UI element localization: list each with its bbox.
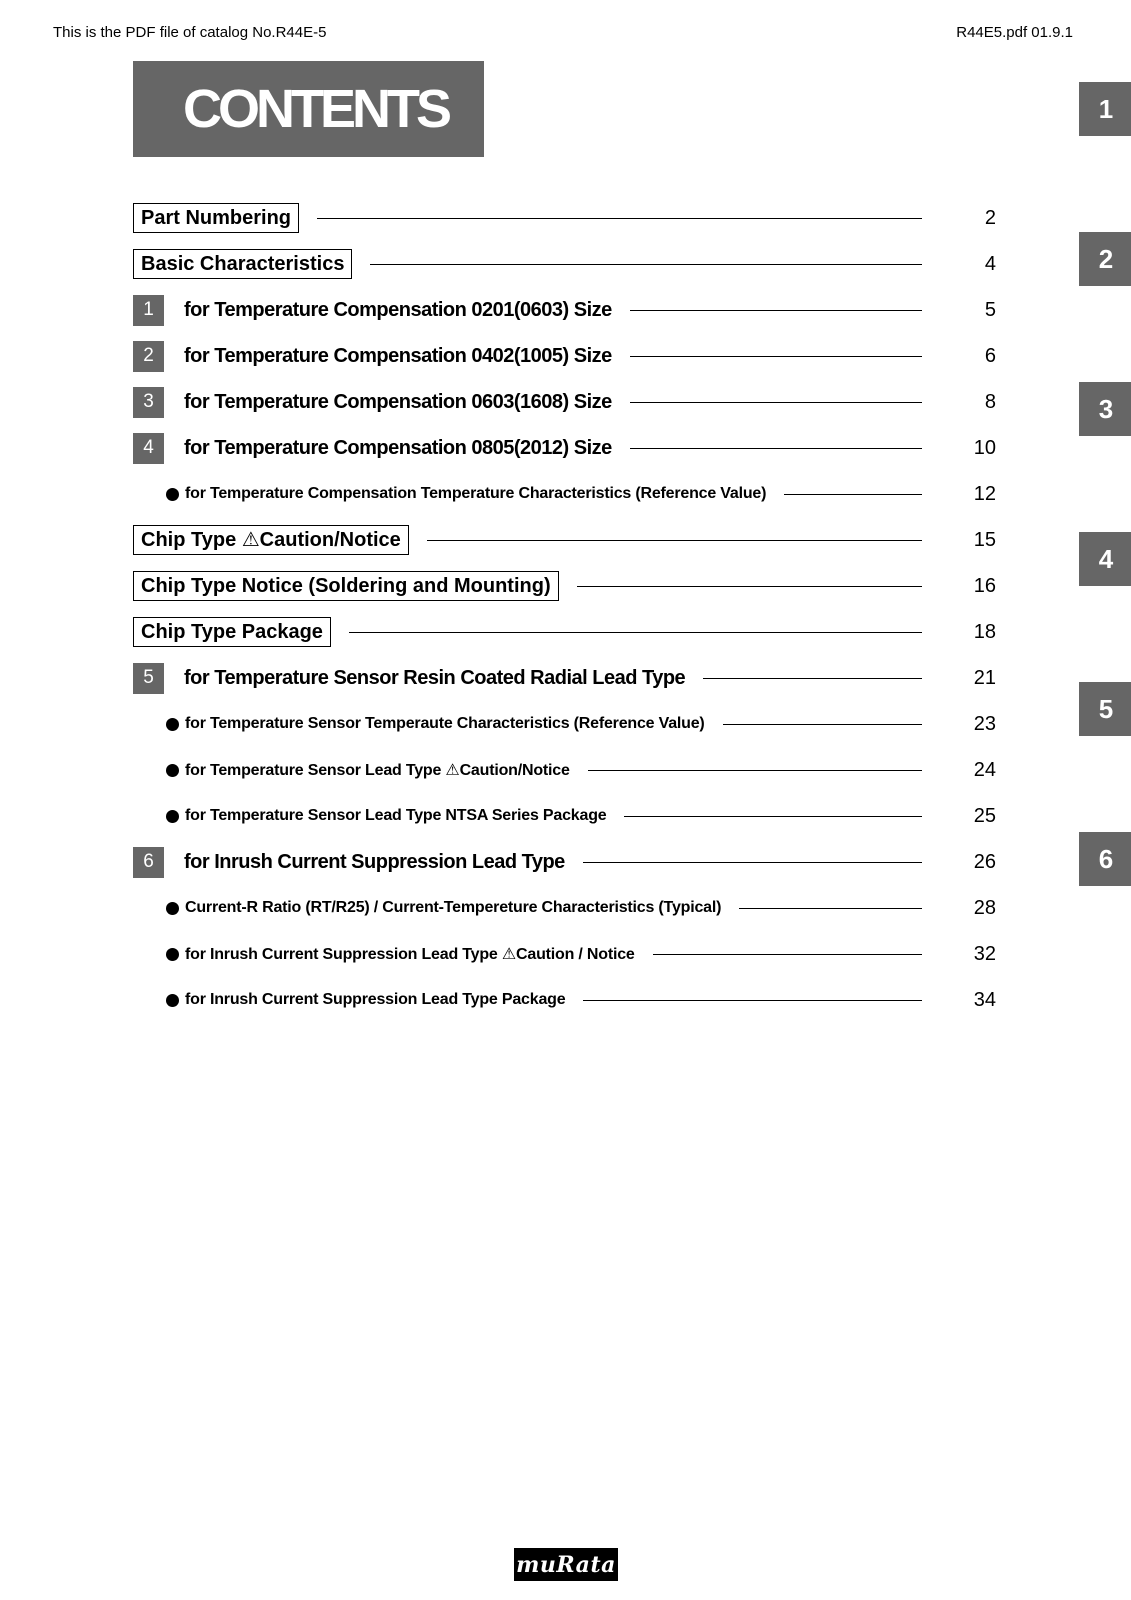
leader-line bbox=[630, 402, 922, 403]
murata-logo: muRata bbox=[514, 1548, 618, 1581]
toc-entry-sensor-caution[interactable] bbox=[133, 754, 996, 786]
toc-entry-section-1[interactable] bbox=[133, 294, 996, 326]
toc-label: for Temperature Compensation 0603(1608) Size bbox=[184, 390, 612, 413]
toc-boxed-label: Basic Characteristics bbox=[133, 249, 352, 279]
toc-entry-basic-characteristics[interactable] bbox=[133, 248, 996, 280]
section-number-badge: 6 bbox=[133, 847, 164, 878]
leader-line bbox=[630, 356, 922, 357]
toc-entry-part-numbering[interactable] bbox=[133, 202, 996, 234]
toc-label: for Temperature Compensation Temperature Characteristics (Reference Value) bbox=[185, 485, 767, 502]
toc-page-number: 6 bbox=[984, 344, 996, 367]
toc-entry-chip-caution[interactable] bbox=[133, 524, 996, 556]
toc-page-number: 5 bbox=[984, 298, 996, 321]
toc-label: for Temperature Sensor Lead Type ⚠Caution/Notice bbox=[185, 762, 570, 779]
toc-page-number: 12 bbox=[973, 482, 996, 505]
bullet-icon bbox=[166, 948, 179, 961]
toc-page-number: 10 bbox=[973, 436, 996, 459]
toc-page-number: 21 bbox=[973, 666, 996, 689]
toc-entry-inrush-ratio[interactable] bbox=[133, 892, 996, 924]
leader-line bbox=[349, 632, 922, 633]
leader-line bbox=[427, 540, 922, 541]
file-version: R44E5.pdf 01.9.1 bbox=[956, 24, 1073, 41]
toc-entry-chip-soldering[interactable] bbox=[133, 570, 996, 602]
toc-page-number: 15 bbox=[973, 528, 996, 551]
leader-line bbox=[630, 310, 922, 311]
toc-page-number: 2 bbox=[984, 206, 996, 229]
toc-label: for Temperature Compensation 0805(2012) Size bbox=[184, 436, 612, 459]
toc-page-number: 4 bbox=[984, 252, 996, 275]
leader-line bbox=[317, 218, 922, 219]
section-number-badge: 4 bbox=[133, 433, 164, 464]
side-tab-2[interactable]: 2 bbox=[1079, 232, 1131, 286]
toc-entry-chip-package[interactable] bbox=[133, 616, 996, 648]
toc-page-number: 18 bbox=[973, 620, 996, 643]
toc-boxed-label: Chip Type ⚠Caution/Notice bbox=[133, 525, 409, 555]
toc-boxed-label: Chip Type Package bbox=[133, 617, 331, 647]
toc-label: for Temperature Sensor Temperaute Characteristics (Reference Value) bbox=[185, 715, 705, 732]
page-title: CONTENTS bbox=[183, 79, 448, 139]
toc-entry-section-5[interactable] bbox=[133, 662, 996, 694]
section-number-badge: 5 bbox=[133, 663, 164, 694]
toc-entry-section-2[interactable] bbox=[133, 340, 996, 372]
toc-page-number: 23 bbox=[973, 712, 996, 735]
section-number-badge: 3 bbox=[133, 387, 164, 418]
section-number-badge: 1 bbox=[133, 295, 164, 326]
toc-label: for Inrush Current Suppression Lead Type Package bbox=[185, 991, 566, 1008]
toc-label: for Temperature Sensor Resin Coated Radial Lead Type bbox=[184, 666, 686, 689]
toc-page-number: 26 bbox=[973, 850, 996, 873]
toc-entry-inrush-caution[interactable] bbox=[133, 938, 996, 970]
leader-line bbox=[583, 862, 922, 863]
toc-page-number: 24 bbox=[973, 758, 996, 781]
toc-page-number: 32 bbox=[973, 942, 996, 965]
toc-label: for Inrush Current Suppression Lead Type ⚠Caution / Notice bbox=[185, 946, 635, 963]
bullet-icon bbox=[166, 902, 179, 915]
leader-line bbox=[739, 908, 922, 909]
leader-line bbox=[583, 1000, 922, 1001]
toc-boxed-label: Chip Type Notice (Soldering and Mounting) bbox=[133, 571, 559, 601]
toc-label: for Inrush Current Suppression Lead Type bbox=[184, 850, 565, 873]
toc-label: for Temperature Sensor Lead Type NTSA Series Package bbox=[185, 807, 607, 824]
toc-entry-sensor-package[interactable] bbox=[133, 800, 996, 832]
toc-page-number: 28 bbox=[973, 896, 996, 919]
toc-page-number: 34 bbox=[973, 988, 996, 1011]
leader-line bbox=[588, 770, 922, 771]
leader-line bbox=[630, 448, 922, 449]
title-block bbox=[133, 61, 484, 157]
leader-line bbox=[624, 816, 922, 817]
toc-label: for Temperature Compensation 0201(0603) Size bbox=[184, 298, 612, 321]
leader-line bbox=[370, 264, 922, 265]
bullet-icon bbox=[166, 810, 179, 823]
side-tab-6[interactable]: 6 bbox=[1079, 832, 1131, 886]
toc-label: for Temperature Compensation 0402(1005) Size bbox=[184, 344, 612, 367]
side-tab-5[interactable]: 5 bbox=[1079, 682, 1131, 736]
leader-line bbox=[653, 954, 922, 955]
bullet-icon bbox=[166, 764, 179, 777]
side-tab-3[interactable]: 3 bbox=[1079, 382, 1131, 436]
leader-line bbox=[703, 678, 922, 679]
side-tab-4[interactable]: 4 bbox=[1079, 532, 1131, 586]
toc-entry-sensor-characteristics[interactable] bbox=[133, 708, 996, 740]
toc-label: Current-R Ratio (RT/R25) / Current-Tempereture Characteristics (Typical) bbox=[185, 899, 722, 916]
catalog-notice: This is the PDF file of catalog No.R44E-5 bbox=[53, 24, 327, 41]
toc-boxed-label: Part Numbering bbox=[133, 203, 299, 233]
toc-entry-section-6[interactable] bbox=[133, 846, 996, 878]
leader-line bbox=[784, 494, 922, 495]
bullet-icon bbox=[166, 994, 179, 1007]
toc-page-number: 16 bbox=[973, 574, 996, 597]
toc-entry-section-4[interactable] bbox=[133, 432, 996, 464]
side-tab-1[interactable]: 1 bbox=[1079, 82, 1131, 136]
toc-page-number: 8 bbox=[984, 390, 996, 413]
toc-page-number: 25 bbox=[973, 804, 996, 827]
toc-entry-inrush-package[interactable] bbox=[133, 984, 996, 1016]
toc-entry-temp-comp-characteristics[interactable] bbox=[133, 478, 996, 510]
bullet-icon bbox=[166, 488, 179, 501]
leader-line bbox=[577, 586, 922, 587]
leader-line bbox=[723, 724, 922, 725]
toc-entry-section-3[interactable] bbox=[133, 386, 996, 418]
section-number-badge: 2 bbox=[133, 341, 164, 372]
bullet-icon bbox=[166, 718, 179, 731]
